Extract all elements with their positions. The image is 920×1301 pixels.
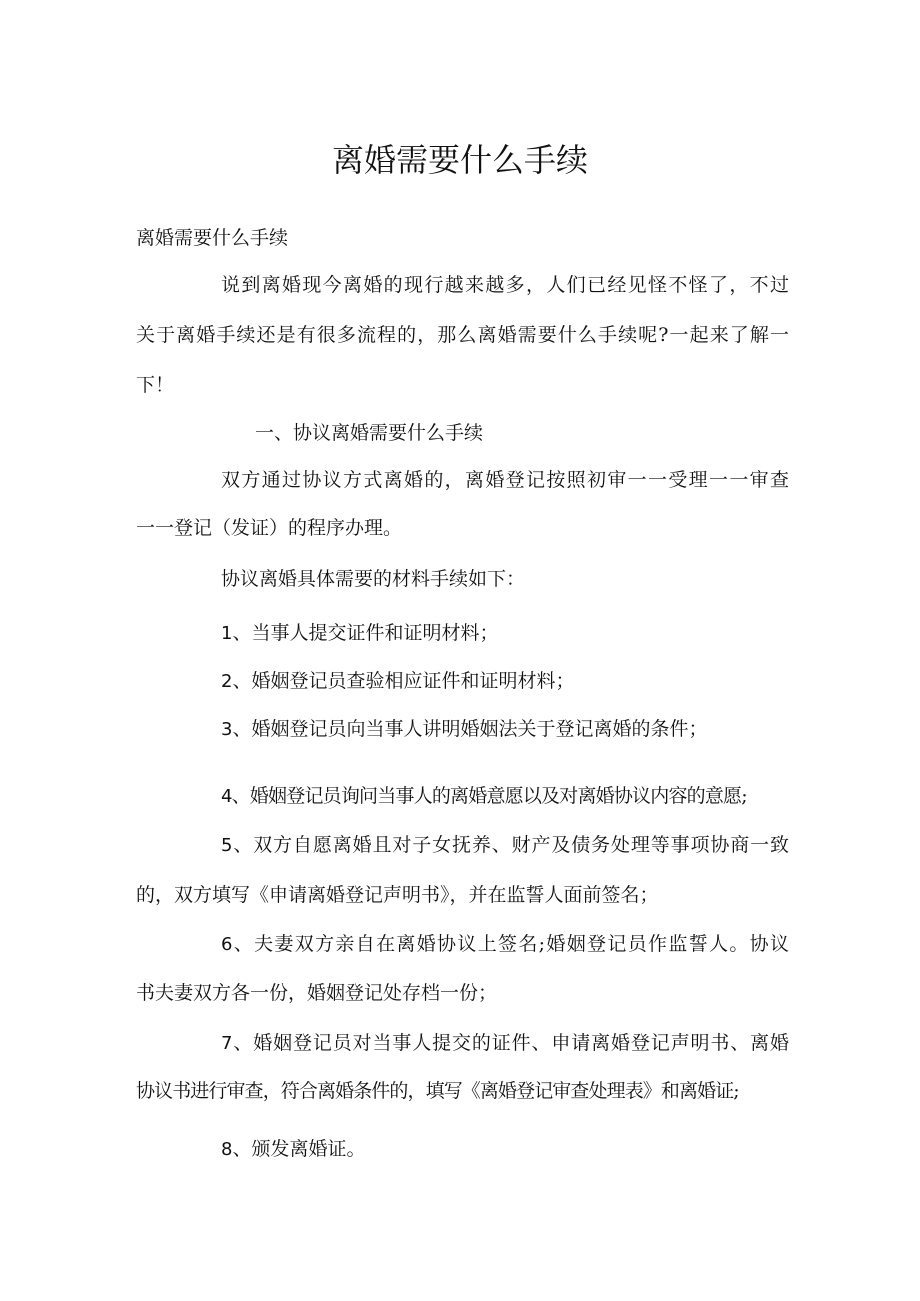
list-item-number: 4 xyxy=(221,786,232,807)
list-item-text: 、婚姻登记员对当事人提交的证件、申请离婚登记声明书、离婚 xyxy=(232,1032,789,1054)
section-paragraph-line-1: 双方通过协议方式离婚的，离婚登记按照初审一一受理一一审查 xyxy=(221,469,789,491)
list-item xyxy=(221,1029,789,1058)
list-item-text: 、夫妻双方亲自在离婚协议上签名;婚姻登记员作监誓人。协议 xyxy=(232,933,789,955)
list-item-number: 6 xyxy=(221,934,233,955)
list-item xyxy=(221,715,707,744)
list-item xyxy=(221,831,789,860)
list-item xyxy=(221,619,498,648)
list-item-continuation: 的，双方填写《申请离婚登记声明书》，并在监誓人面前签名； xyxy=(136,884,659,906)
intro-line-1: 说到离婚现今离婚的现行越来越多，人们已经见怪不怪了，不过 xyxy=(221,274,789,296)
list-intro: 协议离婚具体需要的材料手续如下： xyxy=(221,568,526,590)
list-item-number: 3 xyxy=(221,719,233,740)
list-item-continuation: 书夫妻双方各一份，婚姻登记处存档一份； xyxy=(136,982,498,1004)
list-item xyxy=(221,667,574,696)
list-item-text: 、当事人提交证件和证明材料； xyxy=(232,622,499,644)
list-item xyxy=(221,782,747,811)
list-item xyxy=(221,1135,365,1164)
list-item-number: 5 xyxy=(221,835,233,856)
intro-line-2: 关于离婚手续还是有很多流程的，那么离婚需要什么手续呢?一起来了解一 xyxy=(136,324,789,346)
list-item-text: 、婚姻登记员询问当事人的离婚意愿以及对离婚协议内容的意愿; xyxy=(231,785,747,807)
list-item-number: 7 xyxy=(221,1033,233,1054)
list-item-number: 2 xyxy=(221,671,233,692)
section-paragraph-line-2: 一一登记（发证）的程序办理。 xyxy=(136,517,403,539)
list-item-text: 、双方自愿离婚且对子女抚养、财产及债务处理等事项协商一致 xyxy=(232,834,789,856)
intro-line-3: 下！ xyxy=(136,374,175,396)
list-item-text: 、婚姻登记员查验相应证件和证明材料； xyxy=(232,670,575,692)
list-item-text: 、婚姻登记员向当事人讲明婚姻法关于登记离婚的条件； xyxy=(232,718,708,740)
section-heading: 一、协议离婚需要什么手续 xyxy=(255,422,484,444)
list-item-continuation: 协议书进行审查，符合离婚条件的，填写《离婚登记审查处理表》和离婚证; xyxy=(136,1080,739,1102)
list-item-number: 8 xyxy=(221,1139,233,1160)
document-title: 离婚需要什么手续 xyxy=(331,141,588,179)
list-item xyxy=(221,930,789,959)
list-item-number: 1 xyxy=(221,623,233,644)
document-subtitle: 离婚需要什么手续 xyxy=(136,227,289,249)
list-item-text: 、颁发离婚证。 xyxy=(232,1138,366,1160)
